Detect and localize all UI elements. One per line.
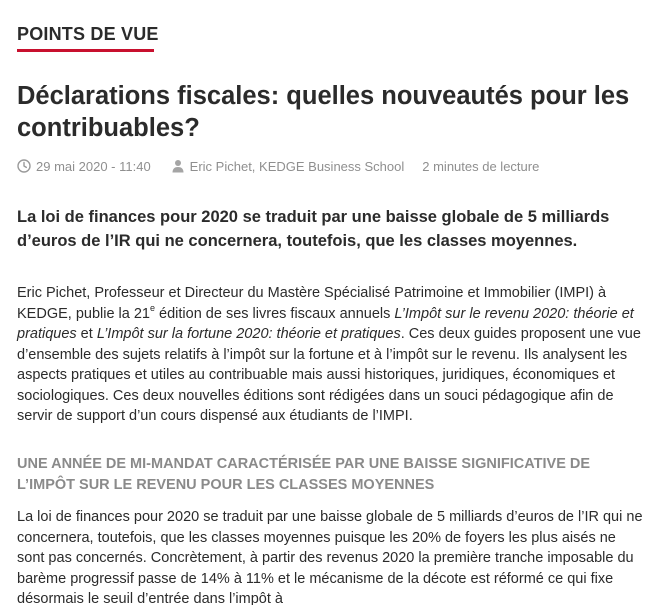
section-underline [17,49,154,52]
article-subheading: UNE ANNÉE DE MI-MANDAT CARACTÉRISÉE PAR UNE BAISSE SIGNIFICATIVE DE L’IMPÔT SUR LE REVENU POUR LES CLASSES MOYENNES [17,456,591,493]
article-title: Déclarations fiscales: quelles nouveautés pour les contribuables? [17,82,630,142]
section-label[interactable]: POINTS DE VUE [17,24,159,44]
clock-icon [17,159,31,173]
book-title-ir: L’Impôt sur le revenu 2020: théorie et pratiques [17,305,634,342]
article-meta [17,157,539,175]
user-icon [171,159,185,173]
article-lead: La loi de finances pour 2020 se traduit par une baisse globale de 5 milliards d’euros de l’IR qui ne concernera, toutefois, que les classes moyennes. [17,208,610,250]
reading-time: 2 minutes de lecture [422,158,540,174]
body-paragraph-1: Eric Pichet, Professeur et Directeur du Mastère Spécialisé Patrimoine et Immobilier (IMPI) à KEDGE, publie la 21e édition de ses livres fiscaux annuels L’Impôt sur le revenu 2020: théorie et pratiques et L’Impôt sur la fortune 2020: théorie et pratiques. Ces deux guides proposent une vue d’ensemble des sujets relatifs à l’impôt sur la fortune et à l’impôt sur le revenu. Ils analysent les aspects pratiques et utiles au contribuable mais aussi historiques, juridiques, économiques et sociologiques. Ces deux nouvelles éditions sont rédigées dans un souci pédagogique afin de servir de support d’un cours dispensé aux étudiants de l’IMPI. [17,285,641,424]
book-title-fortune: L’Impôt sur la fortune 2020: théorie et pratiques [96,326,401,342]
publish-date: 29 mai 2020 - 11:40 [36,158,151,174]
author-name[interactable]: Eric Pichet, KEDGE Business School [189,158,405,174]
body-paragraph-2: La loi de finances pour 2020 se traduit par une baisse globale de 5 milliards d’euros de l’IR qui ne concernera, toutefois, que les classes moyennes puisque les 20% de foyers les plus aisés ne sont pas concernés. Concrètement, à partir des revenus 2020 la première tranche imposable du barème progressif passe de 14% à 11% et le mécanisme de la décote est réformé ce qui fixe désormais le seuil d’entrée dans l’impôt à [17,509,643,605]
